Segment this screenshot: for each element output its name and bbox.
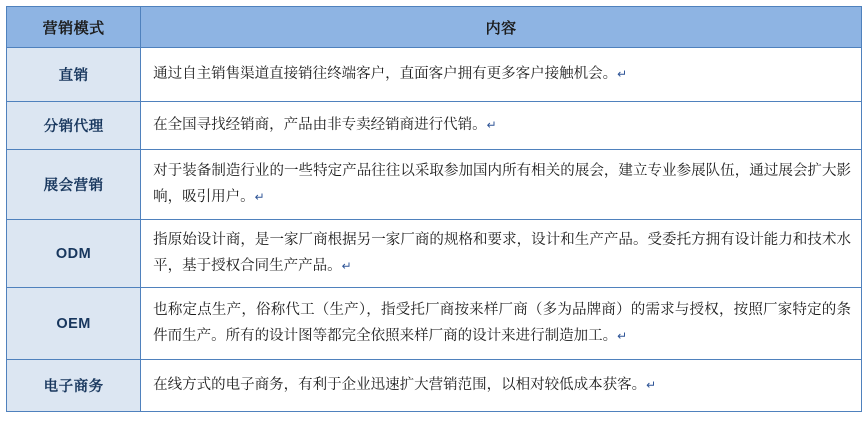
table-row — [7, 220, 862, 288]
table-row — [7, 48, 862, 102]
cell-content — [141, 48, 862, 102]
marketing-modes-table-container — [6, 6, 862, 412]
cell-marketing-mode: 分销代理 — [7, 102, 141, 150]
table-body — [7, 48, 862, 412]
content-paragraph — [153, 298, 851, 349]
content-paragraph — [153, 62, 851, 87]
paragraph-mark-icon: ↵ — [617, 66, 628, 81]
paragraph-mark-icon: ↵ — [341, 258, 352, 273]
content-text: 也称定点生产，俗称代工（生产），指受托厂商按来样厂商（多为品牌商）的需求与授权，按照厂家特定的条件而生产。所有的设计图等都完全依照来样厂商的设计来进行制造加工。 — [153, 302, 851, 344]
paragraph-mark-icon: ↵ — [617, 328, 628, 343]
paragraph-mark-icon: ↵ — [254, 189, 265, 204]
marketing-modes-table — [6, 6, 862, 412]
content-paragraph — [153, 228, 851, 279]
cell-content — [141, 360, 862, 412]
cell-content — [141, 102, 862, 150]
content-paragraph — [153, 373, 851, 398]
table-row — [7, 102, 862, 150]
table-row — [7, 150, 862, 220]
cell-content — [141, 288, 862, 360]
table-row — [7, 360, 862, 412]
cell-marketing-mode: 直销 — [7, 48, 141, 102]
cell-marketing-mode: OEM — [7, 288, 141, 360]
paragraph-mark-icon: ↵ — [486, 117, 497, 132]
cell-content — [141, 220, 862, 288]
content-text: 通过自主销售渠道直接销往终端客户，直面客户拥有更多客户接触机会。 — [153, 65, 618, 82]
content-text: 对于装备制造行业的一些特定产品往往以采取参加国内所有相关的展会，建立专业参展队伍，通过展会扩大影响，吸引用户。 — [153, 163, 851, 205]
content-text: 指原始设计商，是一家厂商根据另一家厂商的规格和要求，设计和生产产品。受委托方拥有设计能力和技术水平，基于授权合同生产产品。 — [153, 232, 851, 274]
content-text: 在全国寻找经销商，产品由非专卖经销商进行代销。 — [153, 116, 487, 133]
table-header-row — [7, 7, 862, 48]
paragraph-mark-icon: ↵ — [646, 377, 657, 392]
content-text: 在线方式的电子商务，有利于企业迅速扩大营销范围，以相对较低成本获客。 — [153, 376, 647, 393]
content-paragraph — [153, 113, 851, 138]
header-marketing-mode: 营销模式 — [7, 7, 141, 48]
cell-marketing-mode: ODM — [7, 220, 141, 288]
cell-marketing-mode: 展会营销 — [7, 150, 141, 220]
table-header — [7, 7, 862, 48]
content-paragraph — [153, 159, 851, 210]
cell-marketing-mode: 电子商务 — [7, 360, 141, 412]
table-row — [7, 288, 862, 360]
cell-content — [141, 150, 862, 220]
header-content: 内容 — [141, 7, 862, 48]
